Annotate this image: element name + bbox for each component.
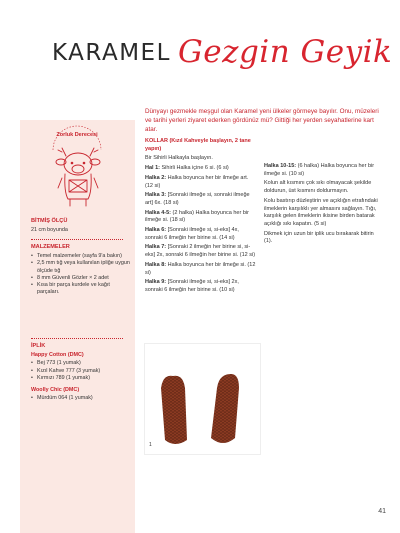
deer-illustration-icon	[52, 144, 104, 208]
instruction-line	[145, 210, 257, 225]
row-text: (6 halka) Halka boyunca her bir ilmeğe si. (10 si)	[264, 163, 375, 177]
list-item: • Kırmızı 789 (1 yumak)	[31, 375, 131, 382]
list-item: • 2,5 mm tığ veya kullanılan ipliğe uygun ölçüde tığ	[31, 260, 131, 274]
instructions-column-1	[145, 138, 257, 297]
yarn-section	[31, 343, 131, 402]
list-item: • Bej 773 (1 yumak)	[31, 360, 131, 367]
crochet-arm-icon	[145, 344, 260, 454]
photo-number: 1	[149, 442, 152, 448]
row-text: Dikmek için uzun bir iplik ucu bırakarak bitirin (1).	[264, 230, 374, 245]
list-item: • Kızıl Kahve 777 (3 yumak)	[31, 368, 131, 375]
row-label: Halka 8:	[145, 261, 167, 268]
row-text: [Sonraki 2 ilmeğin her birine si, si-eks] 2x, sonraki 6 ilmeğin her birine si. (12 si)	[145, 244, 256, 259]
yarn-group-name: Happy Cotton (DMC)	[31, 352, 84, 359]
instructions-column-2	[264, 163, 382, 248]
size-heading: BİTMİŞ ÖLÇÜ	[31, 218, 68, 224]
instruction-line	[145, 279, 257, 294]
yarn-group-name: Woolly Chic (DMC)	[31, 387, 80, 394]
row-text: [Sonraki ilmeğe si, si-eks] 4x, sonraki 6 ilmeğin her birine si. (14 si)	[145, 227, 239, 241]
instruction-line	[145, 155, 257, 163]
materials-heading: MALZEMELER	[31, 244, 70, 250]
size-value: 21 cm boyunda	[31, 227, 68, 234]
row-text: [Sonraki ilmeğe si, si-eks] 2x, sonraki 6 ilmeğin her birine si. (10 si)	[145, 279, 239, 293]
sidebar-panel	[20, 120, 135, 533]
page-number: 41	[378, 508, 386, 515]
row-label: Halka 4-5:	[145, 209, 171, 216]
title-main: KARAMEL	[52, 40, 171, 66]
row-text: Halka boyunca her bir ilmeğe si. (12 si)	[145, 261, 256, 276]
divider	[31, 239, 123, 240]
row-label: Halka 9:	[145, 279, 167, 286]
row-label: Halka 6:	[145, 227, 167, 234]
title-script: Gezgin Geyik	[178, 34, 393, 70]
instruction-line	[264, 231, 382, 246]
crochet-arms-photo	[144, 343, 261, 455]
list-item: • Temel malzemeler (sayfa 9'a bakın)	[31, 253, 131, 260]
materials-section	[31, 244, 131, 296]
instruction-line	[145, 227, 257, 242]
row-label: Hal 1:	[145, 165, 160, 172]
instruction-line	[145, 165, 257, 173]
instruction-line	[264, 180, 382, 195]
row-label: Halka 3:	[145, 192, 167, 199]
list-item: • Mürdüm 064 (1 yumak)	[31, 395, 131, 402]
row-text: Halka boyunca her bir ilmeğe art. (12 si)	[145, 174, 249, 189]
divider	[31, 338, 123, 339]
row-text: (2 halka) Halka boyunca her bir ilmeğe si. (18 si)	[145, 209, 249, 224]
instruction-line	[145, 192, 257, 207]
row-text: Bir Sihirli Halkayla başlayın.	[145, 155, 213, 162]
list-item: • 8 mm Güvenli Gözler × 2 adet	[31, 275, 131, 282]
instruction-line	[145, 175, 257, 190]
instruction-line	[264, 163, 382, 178]
difficulty-label: Zorluk Derecesi	[56, 132, 98, 138]
row-label: Halka 7:	[145, 244, 167, 251]
instruction-line	[145, 262, 257, 277]
list-item: • Kısa bir parça kurdele ve kağıt parçaları.	[31, 282, 131, 296]
row-text: [Sonraki ilmeğe si, sonraki ilmeğe art] 6x. (18 si)	[145, 192, 250, 206]
page-title	[0, 34, 400, 90]
instruction-line	[264, 198, 382, 229]
row-text: Kolu bastırıp düzleştirin ve açıklığın etrafındaki ilmeklerin karşılıklı yer almasını sağlayın. Tığı, karşılık gelen ilmeklerin ikisine birden batarak açıklığı sıkı kapatın. (5 si)	[264, 197, 378, 227]
section-heading: KOLLAR (Kızıl Kahveyle başlayın, 2 tane yapın)	[145, 138, 251, 152]
intro-text: Dünyayı gezmekle meşgul olan Karamel yeni ülkeler görmeye bayılır. Onu, müzeleri ve tarihi yerleri ziyaret ederken gördünüz mü? Gittiği her yerden seyahatlerine kart atar.	[145, 108, 379, 133]
size-section	[31, 218, 131, 234]
instruction-line	[145, 244, 257, 259]
row-label: Halka 10-15:	[264, 163, 297, 169]
yarn-heading: İPLİK	[31, 343, 46, 349]
row-label: Halka 2:	[145, 174, 167, 181]
row-text: Kolun alt kısmını çok sıkı olmayacak şekilde doldurun, üst kısmını doldurmayın.	[264, 180, 372, 195]
row-text: Sihirli Halka içine 6 si. (6 si)	[161, 165, 229, 172]
